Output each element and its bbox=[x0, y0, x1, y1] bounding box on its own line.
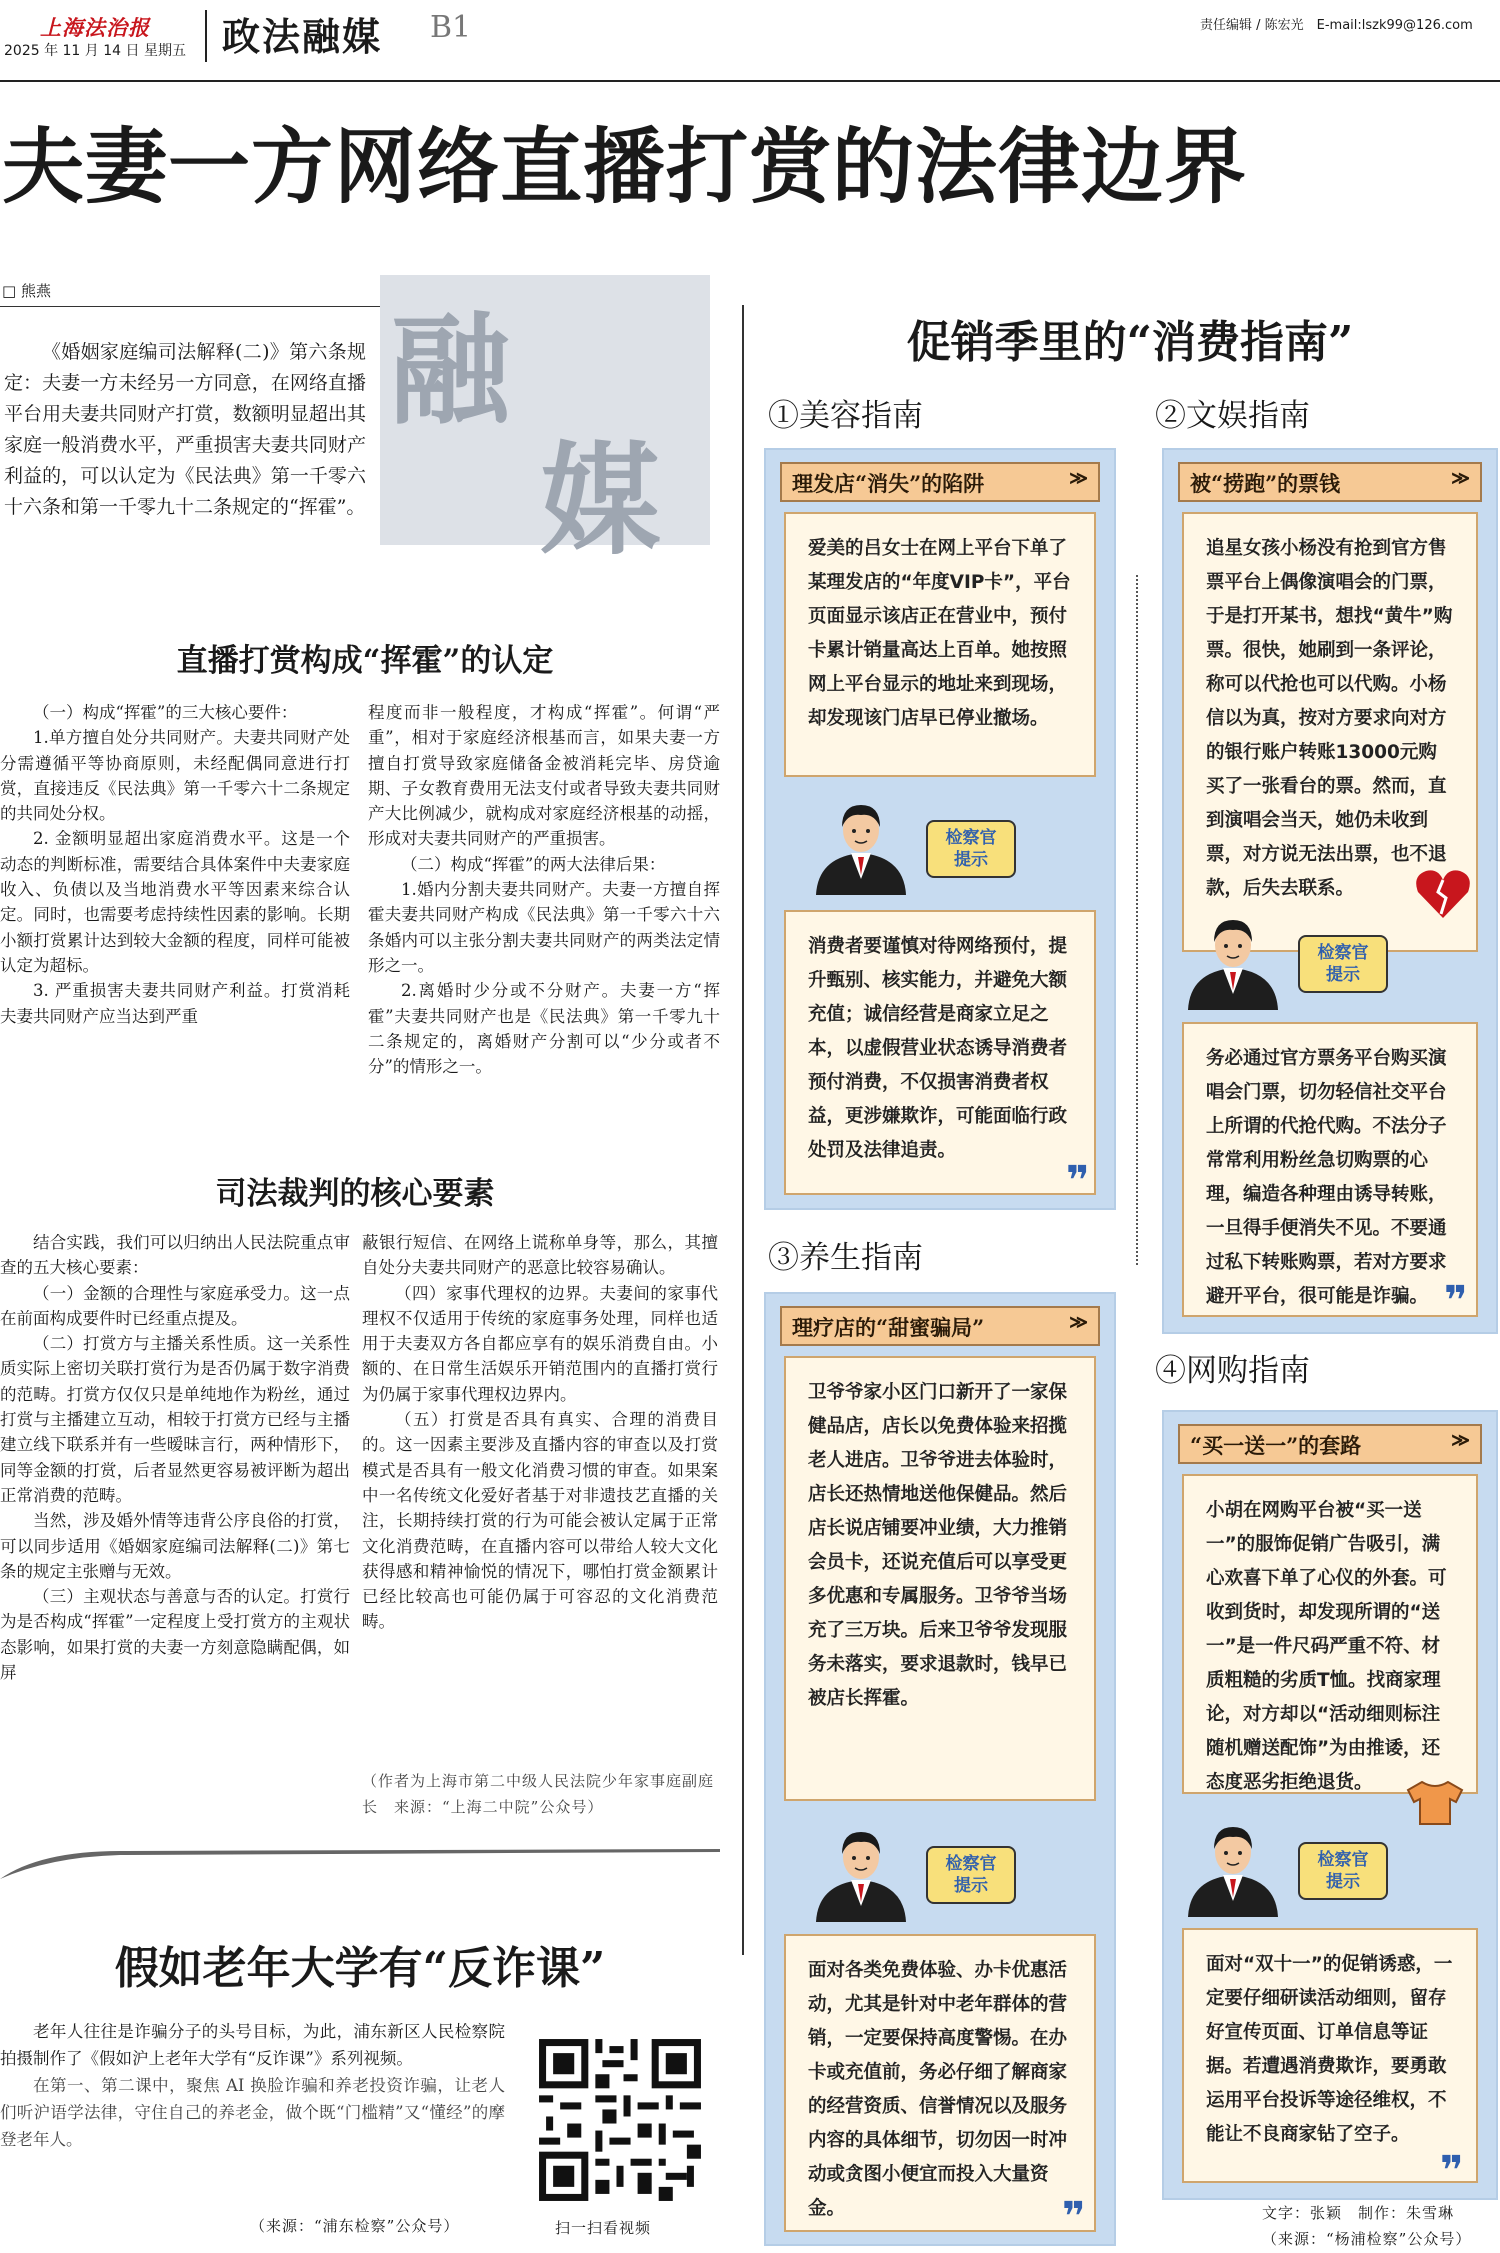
section1-title: 直播打赏构成“挥霍”的认定 bbox=[176, 643, 554, 679]
guide4-card bbox=[1162, 1410, 1498, 2200]
double-chevron-icon: ≫ bbox=[1069, 1312, 1088, 1333]
section-name: 政法融媒 bbox=[222, 14, 383, 59]
guide2-heading: ②文娱指南 bbox=[1155, 398, 1310, 434]
guide3-story: 卫爷爷家小区门口新开了一家保健品店，店长以免费体验来招揽老人进店。卫爷爷进去体验时，店长还热情地送他保健品。然后店长说店铺要冲业绩，大力推销会员卡，还说充值后可以享受更多优惠和专属服务。卫爷爷当场充了三万块。后来卫爷爷发现服务未落实，要求退款时，钱早已被店长挥霍。 bbox=[784, 1356, 1096, 1801]
guide3-tip: 面对各类免费体验、办卡优惠活动，尤其是针对中老年群体的营销，一定要保持高度警惕。在办卡或充值前，务必仔细了解商家的经营资质、信誉情况以及服务内容的具体细节，切勿因一时冲动或贪图小便宜而投入大量资金。 bbox=[784, 1934, 1096, 2232]
guide3-card bbox=[764, 1292, 1116, 2246]
issue-date: 2025 年 11 月 14 日 星期五 bbox=[4, 43, 186, 59]
prosecutor-icon bbox=[806, 1822, 916, 1922]
guide1-heading: ①美容指南 bbox=[768, 398, 923, 434]
quote-mark-icon: ❞ bbox=[1440, 2148, 1464, 2194]
guide2-card bbox=[1162, 448, 1498, 1334]
main-headline: 夫妻一方网络直播打赏的法律边界 bbox=[2, 119, 1248, 215]
guide2-story: 追星女孩小杨没有抢到官方售票平台上偶像演唱会的门票，于是打开某书，想找“黄牛”购票。很快，她刷到一条评论，称可以代抢也可以代购。小杨信以为真，按对方要求向对方的银行账户转账13000元购买了一张看台的票。然而，直到演唱会当天，她仍未收到票，对方说无法出票，也不退款，后失去联系。 bbox=[1182, 512, 1478, 952]
double-chevron-icon: ≫ bbox=[1069, 468, 1088, 489]
dotted-divider bbox=[1136, 575, 1138, 1265]
section2-col1: 结合实践，我们可以归纳出人民法院重点审查的五大核心要素： （一）金额的合理性与家庭承受力。这一点在前面构成要件时已经重点提及。 （二）打赏方与主播关系性质。这一关系性质实际上密切关联打赏行为是否仍属于数字消费的范畴。打赏方仅仅只是单纯地作为粉丝，通过打赏与主播建立互动，相较于打赏方已经与主播建立线下联系并有一些暧昧言行，两种情形下，同等金额的打赏，后者显然更容易被评断为超出正常消费的范畴。 当然，涉及婚外情等违背公序良俗的打赏，可以同步适用《婚姻家庭编司法解释(二)》第七条的规定主张赠与无效。 （三）主观状态与善意与否的认定。打赏行为是否构成“挥霍”一定程度上受打赏方的主观状态影响，如果打赏的夫妻一方刻意隐瞒配偶，如屏 bbox=[0, 1233, 350, 1683]
watermark-char-1: 融 bbox=[390, 300, 510, 441]
ronghe-watermark bbox=[380, 275, 710, 571]
watermark-char-2: 媒 bbox=[540, 430, 660, 571]
guide2-tip: 务必通过官方票务平台购买演唱会门票，切勿轻信社交平台上所谓的代抢代购。不法分子常常利用粉丝急切购票的心理，编造各种理由诱导转账，一旦得手便消失不见。不要通过私下转账购票，若对方要求避开平台，很可能是诈骗。 bbox=[1182, 1022, 1478, 1317]
broken-heart-icon bbox=[1414, 868, 1472, 920]
guide1-card-title: 理发店“消失”的陷阱 ≫ bbox=[780, 462, 1100, 502]
tshirt-icon bbox=[1404, 1778, 1466, 1826]
double-chevron-icon: ≫ bbox=[1451, 468, 1470, 489]
quote-mark-icon: ❞ bbox=[1062, 2194, 1086, 2240]
section2-byline: （作者为上海市第二中级人民法院少年家事庭副庭长 来源：“上海二中院”公众号） bbox=[362, 1772, 715, 1816]
double-chevron-icon: ≫ bbox=[1451, 1430, 1470, 1451]
section3-source: （来源：“浦东检察”公众号） bbox=[250, 2217, 460, 2235]
quote-mark-icon: ❞ bbox=[1066, 1158, 1090, 1204]
guide4-card-title: “买一送一”的套路 ≫ bbox=[1178, 1424, 1482, 1464]
guide1-story: 爱美的吕女士在网上平台下单了某理发店的“年度VIP卡”，平台页面显示该店正在营业中，预付卡累计销量高达上百单。她按照网上平台显示的地址来到现场，却发现该门店早已停业撤场。 bbox=[784, 512, 1096, 777]
section2-title: 司法裁判的核心要素 bbox=[215, 1176, 495, 1212]
decorative-swoosh bbox=[0, 1845, 720, 1885]
header-rule bbox=[0, 80, 1500, 82]
header-divider bbox=[205, 10, 207, 62]
qr-code[interactable] bbox=[532, 2032, 708, 2208]
section3-body: 老年人往往是诈骗分子的头号目标，为此，浦东新区人民检察院拍摄制作了《假如沪上老年大学有“反诈课”》系列视频。 在第一、第二课中，聚焦 AI 换脸诈骗和养老投资诈骗，让老人们听沪语学法律，守住自己的养老金，做个既“门槛精”又“懂经”的摩登老年人。 bbox=[0, 2022, 505, 2149]
right-source: （来源：“杨浦检察”公众号） bbox=[1262, 2230, 1472, 2248]
quote-mark-icon: ❞ bbox=[1444, 1278, 1468, 1324]
guide1-badge: 检察官 提示 bbox=[926, 820, 1016, 878]
guide3-heading: ③养生指南 bbox=[768, 1240, 923, 1276]
section2-col2: 蔽银行短信、在网络上谎称单身等，那么，其擅自处分夫妻共同财产的恶意比较容易确认。 （四）家事代理权的边界。夫妻间的家事代理权不仅适用于传统的家庭事务处理，同样也适用于夫妻双方各自都应享有的娱乐消费自由。小额的、在日常生活娱乐开销范围内的直播打赏行为仍属于家事代理权边界内。 （五）打赏是否具有真实、合理的消费目的。这一因素主要涉及直播内容的审查以及打赏模式是否具有一般文化消费习惯的审查。如果案中一名传统文化爱好者基于对非遗技艺直播的关注，长期持续打赏的行为可能会被认定属于正常文化消费范畴，在直播内容可以带给人较大文化获得感和精神愉悦的情况下，哪怕打赏金额累计已经比较高也可能仍属于可容忍的文化消费范畴。 bbox=[362, 1233, 718, 1632]
section1-col1: （一）构成“挥霍”的三大核心要件： 1.单方擅自处分共同财产。夫妻共同财产处分需遵循平等协商原则，未经配偶同意进行打赏，直接违反《民法典》第一千零六十二条规定的共同处分权。 2. 金额明显超出家庭消费水平。这是一个动态的判断标准，需要结合具体案件中夫妻家庭收入、负债以及当地消费水平等因素来综合认定。同时，也需要考虑持续性因素的影响。长期小额打赏累计达到较大金额的程度，同样可能被认定为超标。 3. 严重损害夫妻共同财产利益。打赏消耗夫妻共同财产应当达到严重 bbox=[0, 703, 350, 1026]
guide4-story: 小胡在网购平台被“买一送一”的服饰促销广告吸引，满心欢喜下单了心仪的外套。可收到货时，却发现所谓的“送一”是一件尺码严重不符、材质粗糙的劣质T恤。找商家理论，对方却以“活动细则标注随机赠送配饰”为由推诿，还态度恶劣拒绝退货。 bbox=[1182, 1474, 1478, 1794]
editor-credit: 责任编辑 / 陈宏光 E-mail:lszk99@126.com bbox=[1200, 18, 1473, 33]
guide3-badge: 检察官 提示 bbox=[926, 1846, 1016, 1904]
section1-col2: 程度而非一般程度，才构成“挥霍”。何谓“严重”，相对于家庭经济根基而言，如果夫妻一方擅自打赏导致家庭储备金被消耗完毕、房贷逾期、子女教育费用无法支付或者导致夫妻共同财产大比例减少，就构成对家庭经济根基的动摇，形成对夫妻共同财产的严重损害。 （二）构成“挥霍”的两大法律后果： 1.婚内分割夫妻共同财产。夫妻一方擅自挥霍夫妻共同财产构成《民法典》第一千零六十六条婚内可以主张分割夫妻共同财产的两类法定情形之一。 2.离婚时少分或不分财产。夫妻一方“挥霍”夫妻共同财产也是《民法典》第一千零九十二条规定的，离婚财产分割可以“少分或者不分”的情形之一。 bbox=[368, 703, 720, 1077]
guide4-badge: 检察官 提示 bbox=[1298, 1842, 1388, 1900]
prosecutor-icon bbox=[806, 795, 916, 895]
right-title: 促销季里的“消费指南” bbox=[906, 317, 1354, 368]
guide1-card bbox=[764, 448, 1116, 1210]
guide1-tip: 消费者要谨慎对待网络预付，提升甄别、核实能力，并避免大额充值；诚信经营是商家立足之本，以虚假营业状态诱导消费者预付消费，不仅损害消费者权益，更涉嫌欺诈，可能面临行政处罚及法律追责。 bbox=[784, 910, 1096, 1195]
section3-title: 假如老年大学有“反诈课” bbox=[114, 1943, 606, 1994]
prosecutor-icon bbox=[1178, 910, 1288, 1010]
guide4-tip: 面对“双十一”的促销诱惑，一定要仔细研读活动细则，留存好宣传页面、订单信息等证据。若遭遇消费欺诈，要勇敢运用平台投诉等途径维权，不能让不良商家钻了空子。 bbox=[1182, 1928, 1478, 2183]
newspaper-logo: 上海法治报 bbox=[40, 15, 150, 40]
guide4-heading: ④网购指南 bbox=[1155, 1353, 1310, 1389]
page-number: B1 bbox=[430, 10, 472, 45]
right-credit: 文字：张颖 制作：朱雪琳 bbox=[1262, 2204, 1455, 2222]
guide2-card-title: 被“捞跑”的票钱 ≫ bbox=[1178, 462, 1482, 502]
prosecutor-icon bbox=[1178, 1817, 1288, 1917]
intro-paragraph: 《婚姻家庭编司法解释(二)》第六条规定：夫妻一方未经另一方同意，在网络直播平台用夫妻共同财产打赏，数额明显超出其家庭一般消费水平，严重损害夫妻共同财产利益的，可以认定为《民法典》第一千零六十六条和第一千零九十二条规定的“挥霍”。 bbox=[4, 341, 366, 518]
qr-caption: 扫一扫看视频 bbox=[555, 2219, 652, 2237]
guide2-badge: 检察官 提示 bbox=[1298, 935, 1388, 993]
column-divider bbox=[742, 305, 744, 1955]
guide3-card-title: 理疗店的“甜蜜骗局” ≫ bbox=[780, 1306, 1100, 1346]
author-byline: □ 熊燕 bbox=[2, 282, 51, 300]
